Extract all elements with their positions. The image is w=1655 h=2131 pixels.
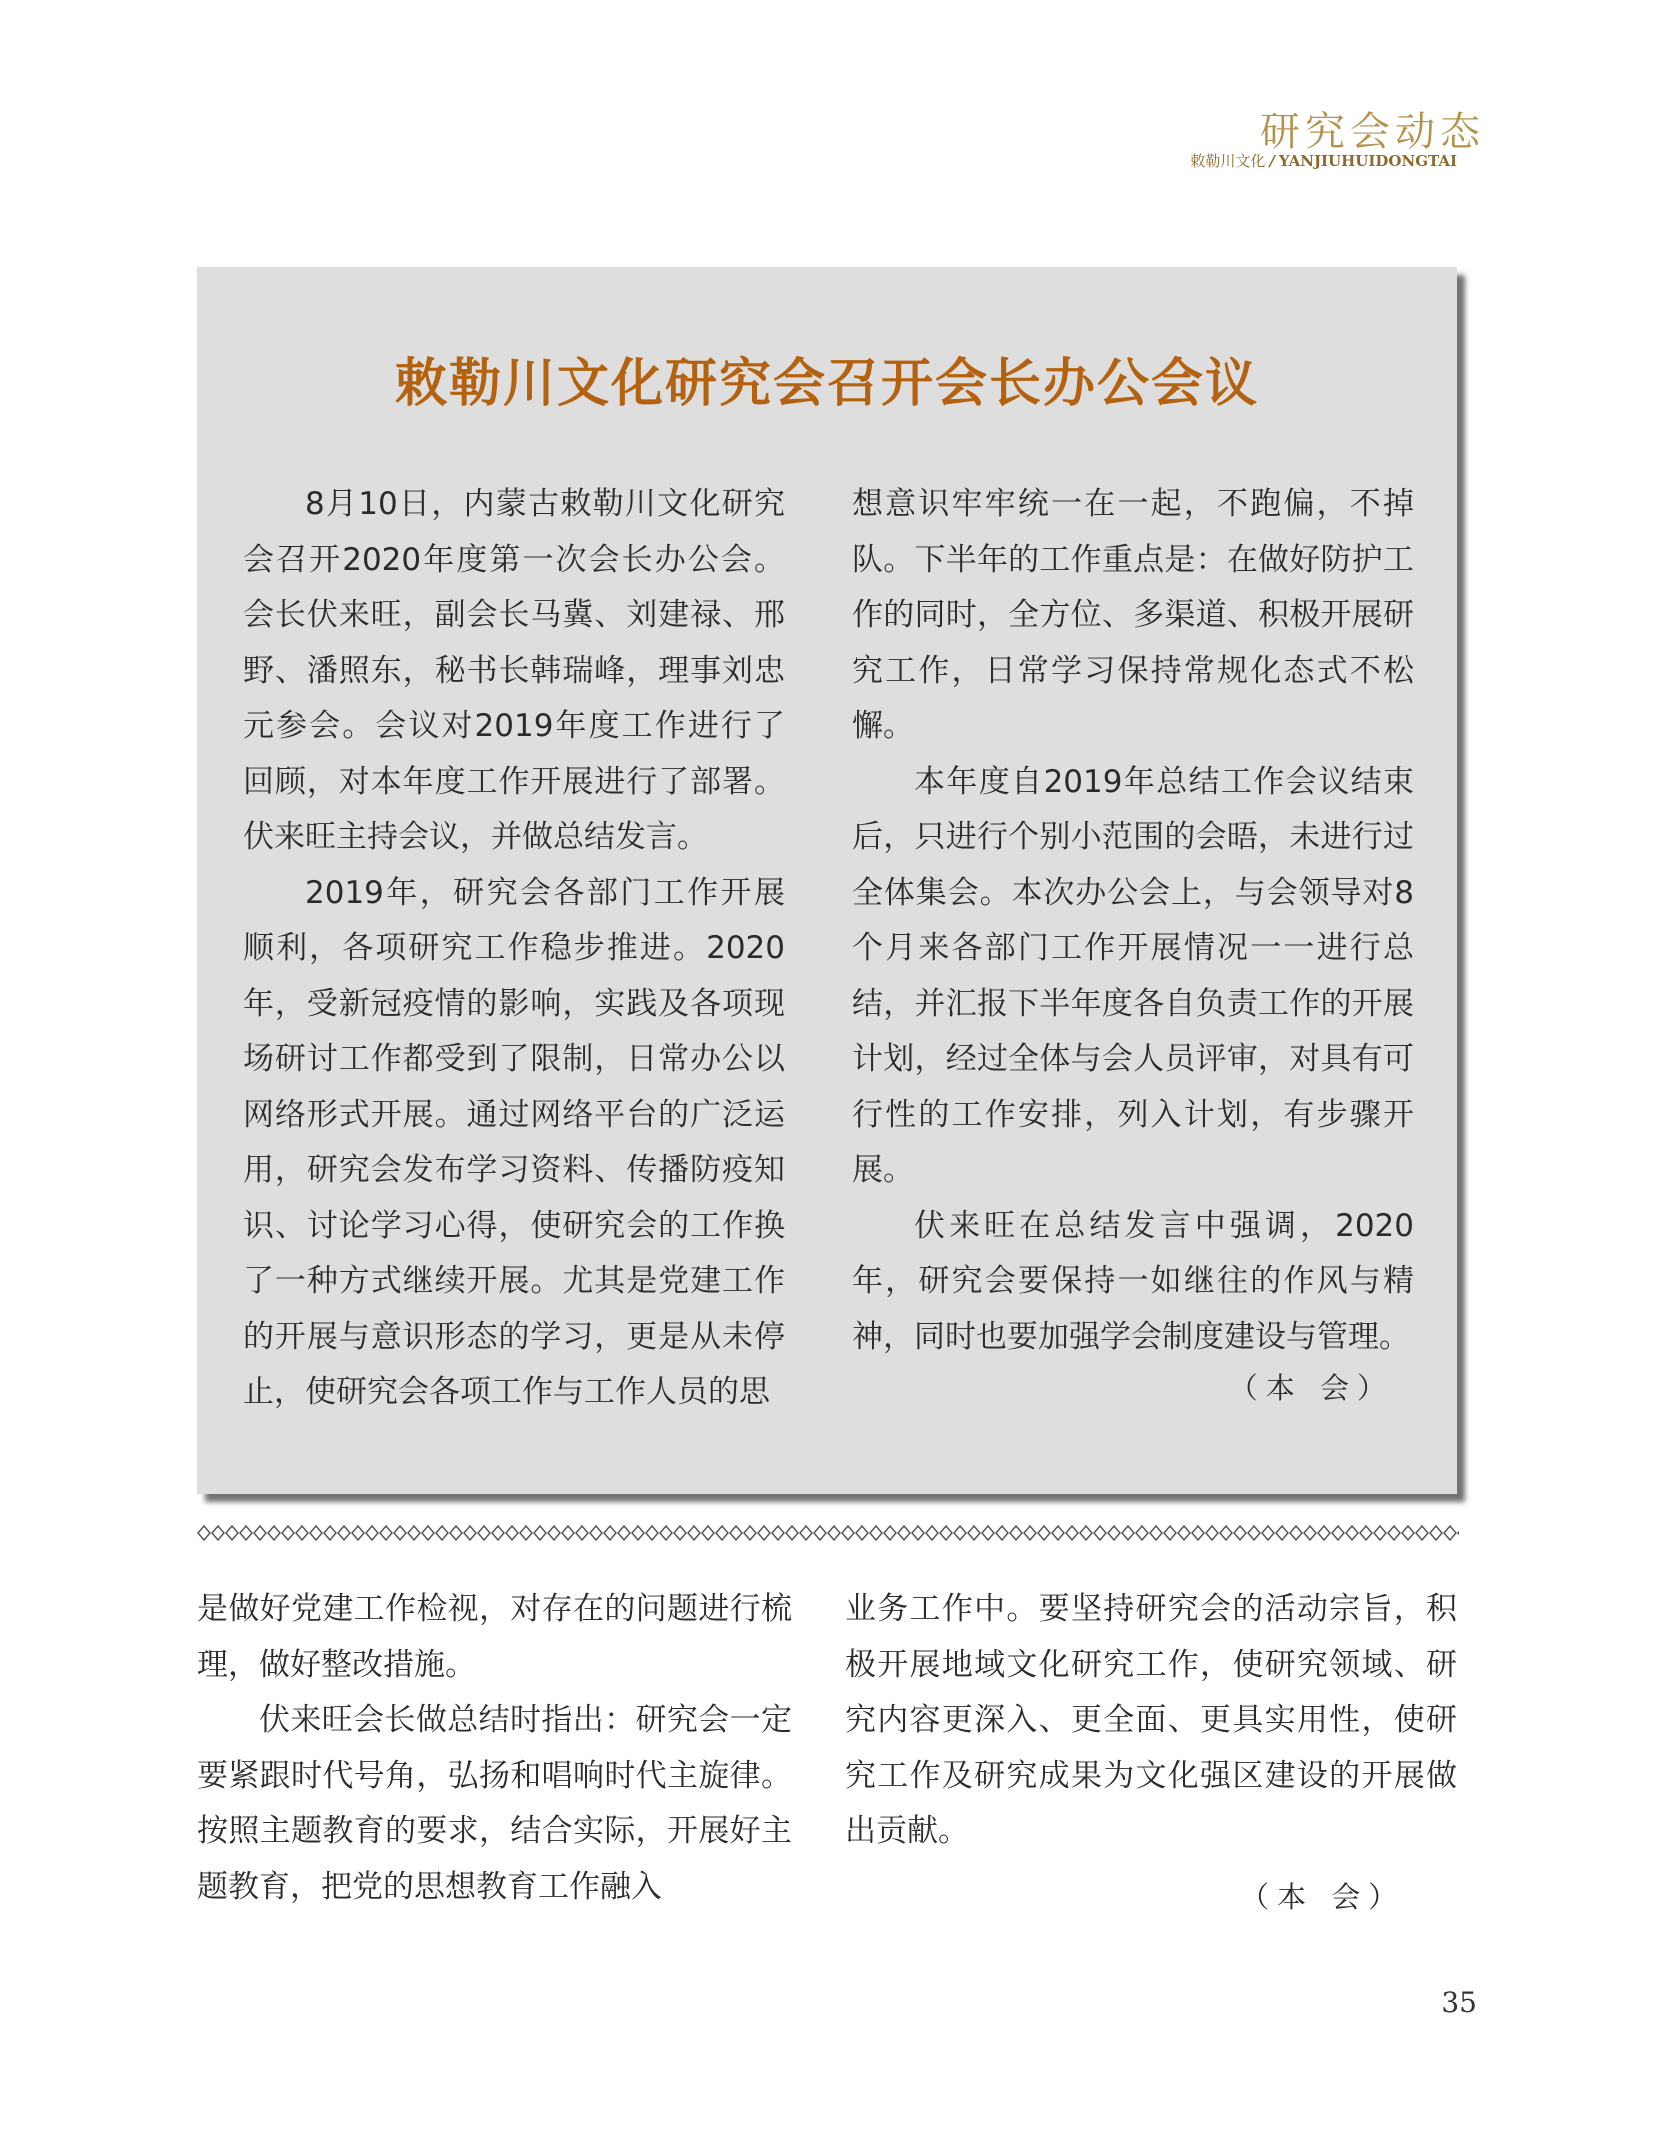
article-signature: （本 会） [1228, 1371, 1394, 1405]
diamond-border-divider [197, 1522, 1459, 1544]
section-subtitle [1190, 150, 1457, 171]
section-subtitle-cn: 敕勒川文化 [1190, 152, 1266, 170]
lower-paragraph: 业务工作中。要坚持研究会的活动宗旨，积极开展地域文化研究工作，使研究领域、研究内容更深入、更全面、更具实用性，使研究工作及研究成果为文化强区建设的开展做出贡献。 [845, 1591, 1457, 1849]
article-box [197, 267, 1457, 1494]
article-paragraph: 想意识牢牢统一在一起，不跑偏，不掉队。下半年的工作重点是：在做好防护工作的同时，全方位、多渠道、积极开展研究工作，日常学习保持常规化态式不松懈。 [852, 486, 1414, 744]
article-column-left [243, 477, 785, 1421]
article-paragraph: 2019年，研究会各部门工作开展顺利，各项研究工作稳步推进。2020年，受新冠疫情的影响，实践及各项现场研讨工作都受到了限制，日常办公以网络形式开展。通过网络平台的广泛运用，研究会发布学习资料、传播防疫知识、讨论学习心得，使研究会的工作换了一种方式继续开展。尤其是党建工作的开展与意识形态的学习，更是从未停止，使研究会各项工作与工作人员的思 [243, 874, 785, 1410]
lower-paragraph: 伏来旺会长做总结时指出：研究会一定要紧跟时代号角，弘扬和唱响时代主旋律。按照主题教育的要求，结合实际，开展好主题教育，把党的思想教育工作融入 [197, 1702, 792, 1905]
article-paragraph: 伏来旺在总结发言中强调，2020年，研究会要保持一如继往的作风与精神，同时也要加强学会制度建设与管理。 [852, 1207, 1414, 1355]
article-paragraph: 本年度自2019年总结工作会议结束后，只进行个别小范围的会晤，未进行过全体集会。本次办公会上，与会领导对8个月来各部门工作开展情况一一进行总结，并汇报下半年度各自负责工作的开展计划，经过全体与会人员评审，对具有可行性的工作安排，列入计划，有步骤开展。 [852, 763, 1414, 1188]
section-title: 研究会动态 [1260, 109, 1485, 155]
lower-column-left [197, 1582, 792, 1915]
page-number: 35 [1441, 1986, 1477, 2019]
article-title: 敕勒川文化研究会召开会长办公会议 [394, 354, 1259, 414]
section-subtitle-separator: / [1269, 152, 1275, 170]
article-paragraph: 8月10日，内蒙古敕勒川文化研究会召开2020年度第一次会长办公会。会长伏来旺，副会长马冀、刘建禄、邢野、潘照东，秘书长韩瑞峰，理事刘忠元参会。会议对2019年度工作进行了回顾，对本年度工作开展进行了部署。伏来旺主持会议，并做总结发言。 [243, 486, 785, 855]
lower-paragraph: 是做好党建工作检视，对存在的问题进行梳理，做好整改措施。 [197, 1591, 792, 1683]
lower-signature: （本 会） [1240, 1880, 1406, 1914]
article-column-right [852, 477, 1414, 1413]
section-subtitle-en: YANJIUHUIDONGTAI [1278, 152, 1457, 170]
lower-column-right [845, 1582, 1457, 1860]
